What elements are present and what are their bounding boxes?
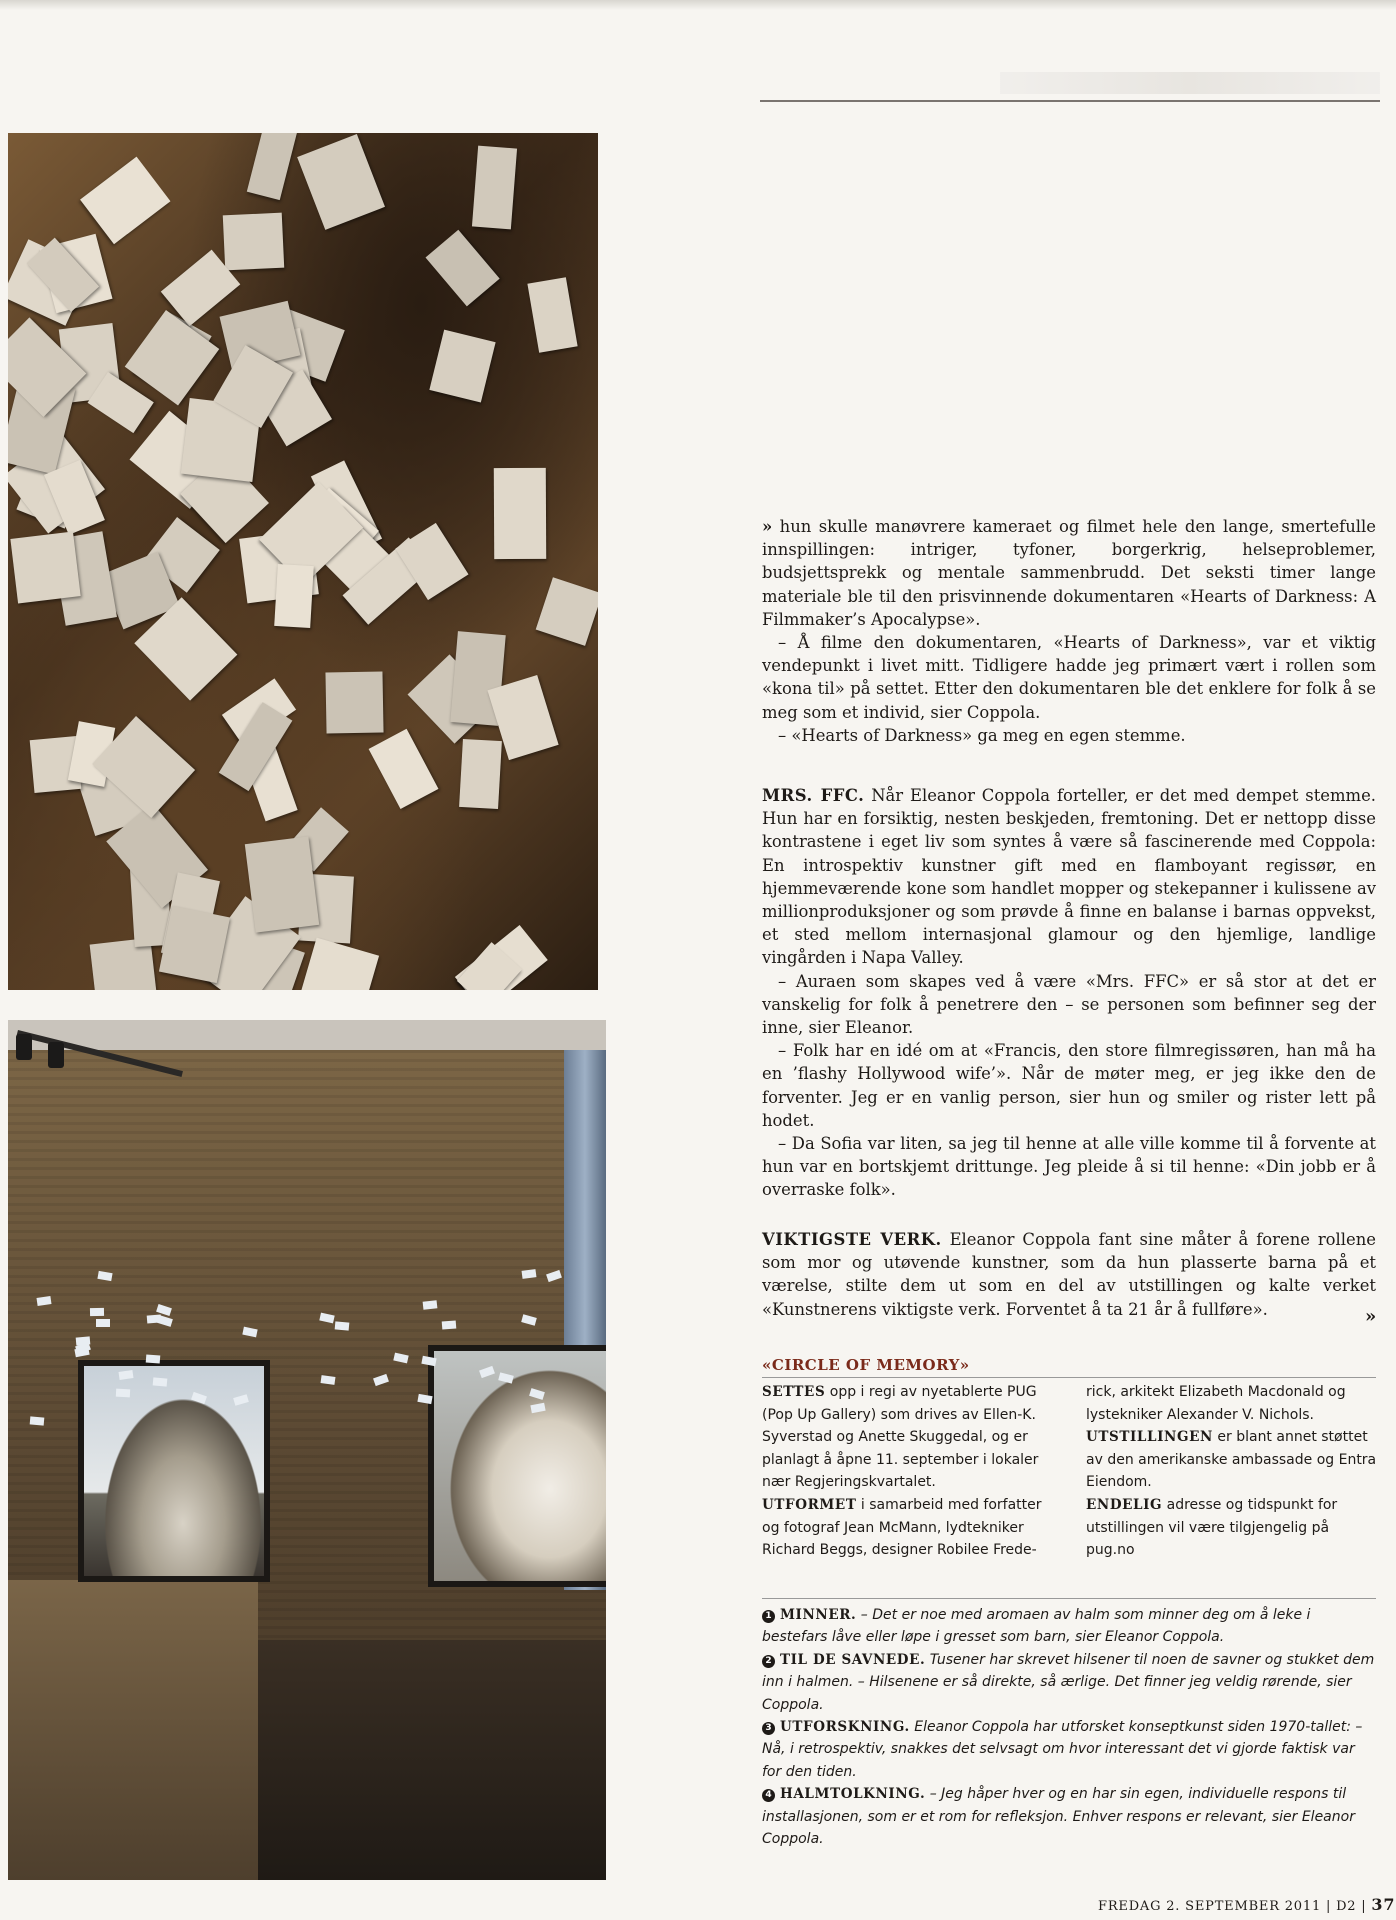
paper-note — [245, 836, 320, 932]
caption-lead: HALMTOLKNING. — [780, 1786, 926, 1803]
paragraph: Når Eleanor Coppola forteller, er det med dempet stemme. Hun har en forsiktig, nesten beskjeden, fremtoning. Det er nettopp disse kontrastene i eget liv som syntes å være så fascinerende med Coppola: En introspektiv kunstner gift med en flamboyant regissør, en hjemmeværende kone som handlet mopper og stekepanner i kulissene av millionproduksjoner og som prøvde å finne en balanse i barnas oppvekst, et sted mellom internasjonal glamour og den hjemlige, landlige vingården i Napa Valley. — [762, 786, 1376, 968]
note-tag — [335, 1321, 350, 1330]
factbox-text: opp i regi av nyetablerte PUG (Pop Up Gallery) som drives av Ellen-K. Syverstad og Anette Skuggedal, og er planlagt å åpne 11. september i lokaler nær Regjeringskvartalet. — [762, 1384, 1039, 1491]
caption-lead: MINNER. — [780, 1607, 857, 1623]
factbox-right-column — [1086, 1381, 1378, 1562]
paper-note — [246, 133, 297, 201]
caption-item — [762, 1783, 1376, 1850]
caption-item — [762, 1604, 1376, 1649]
factbox-rule — [762, 1377, 1376, 1378]
straw-bale-front — [8, 1580, 258, 1880]
paper-note — [494, 468, 547, 559]
projection-screen-right — [428, 1345, 606, 1587]
section-lead: MRS. FFC. — [762, 786, 865, 805]
caption-item — [762, 1716, 1376, 1783]
photo-notes-in-straw — [8, 133, 598, 990]
factbox-lead: UTSTILLINGEN — [1086, 1429, 1213, 1446]
paragraph: – Da Sofia var liten, sa jeg til henne at alle ville komme til å forvente at hun var en bortskjemt drittunge. Jeg pleide å si til henne: «Din jobb er å overraske folk». — [762, 1134, 1376, 1200]
note-tag — [116, 1389, 130, 1398]
article-block-2 — [762, 784, 1376, 1202]
factbox-text: adresse og tidspunkt for utstillingen vil være tilgjengelig på pug.no — [1086, 1496, 1338, 1559]
caption-item — [762, 1649, 1376, 1716]
continued-arrow: » — [1365, 1306, 1377, 1327]
caption-text: Tusener har skrevet hilsener til noen de savner og stukket dem inn i halmen. – Hilsenene er så direkte, så ærlige. Det finner jeg veldig rørende, sier Coppola. — [762, 1651, 1375, 1713]
article-block-1 — [762, 515, 1376, 747]
caption-number: 1 — [762, 1610, 775, 1623]
factbox-lead: UTFORMET — [762, 1496, 857, 1513]
paper-note — [425, 230, 499, 307]
paragraph: – Folk har en idé om at «Francis, den store filmregissøren, han må ha en ’flashy Hollywood wife’». Når de møter meg, er jeg ikke den de forventer. Jeg er en vanlig person, sier hun og smiler og rister lett på hodet. — [762, 1041, 1376, 1130]
paper-note — [528, 277, 578, 352]
paper-note — [292, 937, 380, 990]
paper-note — [429, 330, 495, 403]
faded-header-strip — [1000, 72, 1380, 94]
caption-text: – Det er noe med aromaen av halm som minner deg om å leke i bestefars låve eller løpe i gresset som barn, sier Eleanor Coppola. — [762, 1607, 1311, 1646]
folio-date: FREDAG 2. SEPTEMBER 2011 — [1098, 1899, 1322, 1914]
paragraph: – Auraen som skapes ved å være «Mrs. FFC» er så stor at det er vanskelig for folk å penetrere den – se personen som befinner seg der inne, sier Eleanor. — [762, 971, 1376, 1038]
caption-number: 3 — [762, 1722, 775, 1735]
projection-screen-left — [78, 1360, 270, 1582]
page-folio: FREDAG 2. SEPTEMBER 2011 | D2 | 37 — [1098, 1895, 1396, 1914]
caption-text: Eleanor Coppola har utforsket konseptkunst siden 1970-tallet: – Nå, i retrospektiv, snakkes det selvsagt om hvor interessant det vi gjorde faktisk var for den tiden. — [762, 1719, 1363, 1780]
paper-note — [79, 156, 170, 244]
photo-installation-room — [8, 1020, 606, 1880]
page-top-edge — [0, 0, 1396, 10]
paper-note — [11, 532, 81, 604]
ceiling-lamp-rail — [8, 1020, 198, 1062]
note-tag — [442, 1321, 457, 1330]
continuation-arrow: » — [762, 517, 773, 536]
caption-lead: TIL DE SAVNEDE. — [780, 1651, 926, 1668]
captions-rule — [762, 1598, 1376, 1599]
paragraph: – «Hearts of Darkness» ga meg en egen stemme. — [778, 725, 1186, 745]
note-tag — [96, 1319, 110, 1327]
photo-captions — [762, 1604, 1376, 1850]
paragraph: Eleanor Coppola fant sine måter å forene rollene som mor og utøvende kunstner, som da hun plasserte barna på et værelse, stilte dem ut som en del av utstillingen og kalte verket «Kunstnerens viktigste verk. Forventet å ta 21 år å fullføre». — [762, 1230, 1376, 1319]
paper-note — [223, 212, 284, 270]
factbox-text: rick, arkitekt Elizabeth Macdonald og lystekniker Alexander V. Nichols. — [1086, 1384, 1346, 1423]
factbox-title: «CIRCLE OF MEMORY» — [762, 1356, 970, 1374]
caption-lead: UTFORSKNING. — [780, 1719, 910, 1736]
note-tag — [146, 1354, 161, 1363]
caption-text: – Jeg håper hver og en har sin egen, individuelle respons til installasjonen, som er et rom for refleksjon. Enhver respons er relevant, sier Eleanor Coppola. — [762, 1786, 1355, 1848]
caption-number: 4 — [762, 1789, 775, 1802]
paper-note — [326, 671, 384, 733]
note-tag — [152, 1378, 167, 1387]
folio-section: D2 — [1336, 1899, 1357, 1914]
caption-number: 2 — [762, 1655, 775, 1668]
paragraph: – Å filme den dokumentaren, «Hearts of Darkness», var et viktig vendepunkt i livet mitt. Tidligere hadde jeg primært vært i rollen som «kona til» på settet. Etter den dokumentaren ble det enklere for folk å se meg som et individ, sier Coppola. — [762, 633, 1376, 722]
page-number: 37 — [1371, 1895, 1396, 1914]
paper-note — [369, 729, 438, 809]
paper-note — [535, 577, 598, 645]
header-rule — [760, 100, 1380, 102]
factbox-lead: SETTES — [762, 1384, 826, 1400]
note-tag — [321, 1375, 336, 1385]
factbox-text: er blant annet støttet av den amerikanske ambassade og Entra Eiendom. — [1086, 1429, 1377, 1491]
section-lead: VIKTIGSTE VERK. — [762, 1230, 942, 1249]
paper-note — [472, 146, 517, 230]
factbox-lead: ENDELIG — [1086, 1496, 1163, 1513]
article-block-3 — [762, 1228, 1376, 1321]
paper-note — [459, 739, 502, 809]
factbox-text: i samarbeid med forfatter og fotograf Jean McMann, lydtekniker Richard Beggs, designer Robilee Frede- — [762, 1496, 1042, 1559]
paper-note — [274, 564, 314, 628]
note-tag — [30, 1416, 45, 1425]
factbox-left-column — [762, 1381, 1062, 1562]
note-tag — [90, 1308, 104, 1316]
paragraph: hun skulle manøvrere kameraet og filmet hele den lange, smertefulle innspillingen: intriger, tyfoner, borgerkrig, helseproblemer, budsjettsprekk og mentale sammenbrudd. Det seksti timer lange materiale ble til den prisvinnende dokumentaren «Hearts of Darkness: A Filmmaker’s Apocalypse». — [762, 517, 1376, 629]
paper-note — [297, 134, 385, 229]
